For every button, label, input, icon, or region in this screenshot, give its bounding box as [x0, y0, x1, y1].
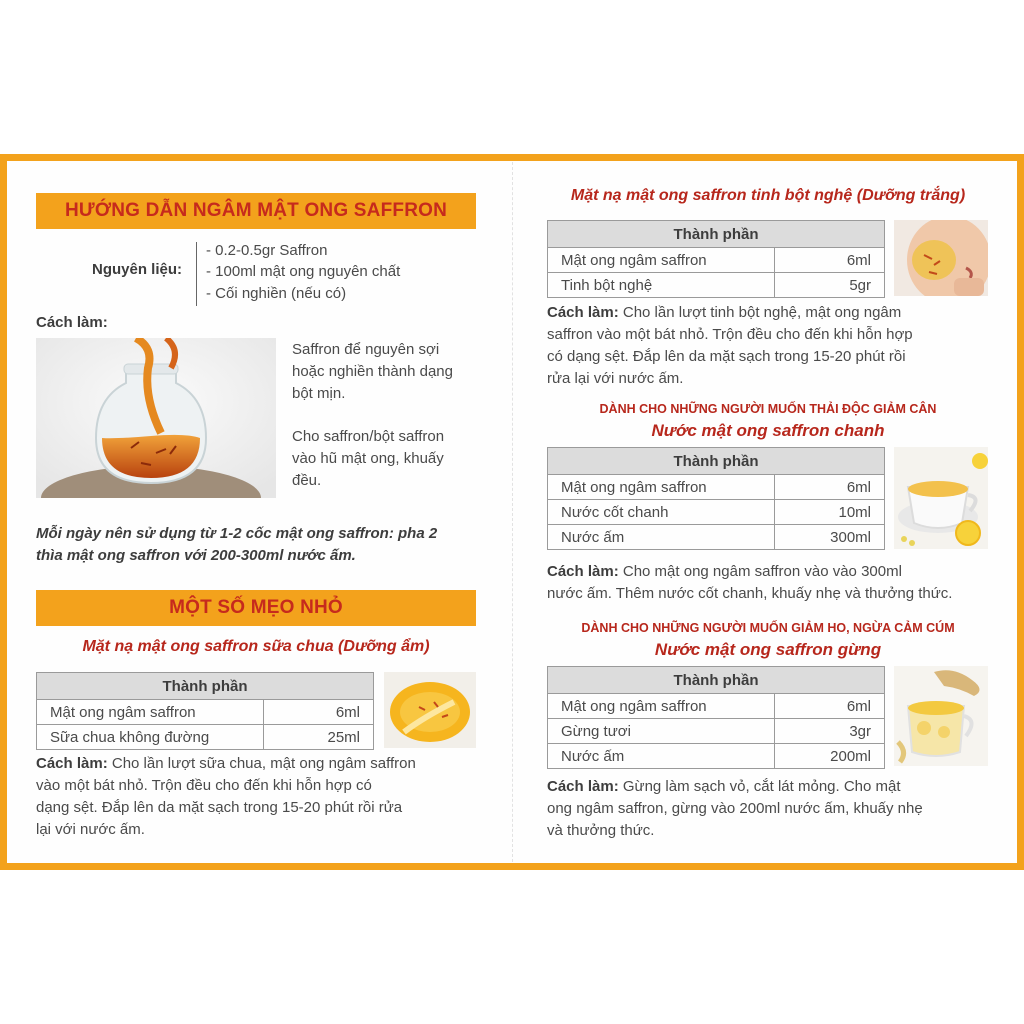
table-row	[548, 500, 885, 525]
table-header: Thành phần	[548, 448, 885, 475]
nguyen-lieu-item: - Cối nghiền (nếu có)	[206, 285, 347, 302]
method-text: Cho lần lượt tinh bột nghệ, mật ong ngâm	[618, 304, 902, 321]
recipe3-method	[547, 561, 1007, 605]
text-line: Mỗi ngày nên sử dụng từ 1-2 cốc mật ong saffron: pha 2	[36, 525, 438, 542]
daily-usage-note	[36, 523, 486, 567]
recipe4-table	[547, 666, 885, 769]
ingredient-name: Mật ong ngâm saffron	[37, 700, 264, 725]
recipe2-table	[547, 220, 885, 298]
text-line: Saffron để nguyên sợi	[292, 341, 440, 358]
steps-paragraph-2	[292, 426, 444, 492]
text-line	[547, 776, 1007, 798]
ingredient-qty: 6ml	[775, 694, 885, 719]
table-row	[548, 273, 885, 298]
recipe2-title: Mặt nạ mật ong saffron tinh bột nghệ (Dưỡng trắng)	[570, 187, 966, 204]
recipe4-title: Nước mật ong saffron gừng	[654, 640, 882, 659]
method-label: Cách làm:	[36, 755, 108, 772]
text-line: nước ấm. Thêm nước cốt chanh, khuấy nhẹ và thưởng thức.	[547, 585, 953, 602]
text-line: ong ngâm saffron, gừng vào 200ml nước ấm, khuấy nhẹ	[547, 800, 923, 817]
text-line	[547, 302, 997, 324]
text-line: vào một bát nhỏ. Trộn đều cho đến khi hỗn hợp có	[36, 777, 372, 794]
ingredient-qty: 300ml	[775, 525, 885, 550]
recipe3-title: Nước mật ong saffron chanh	[651, 421, 885, 440]
text-line: thìa mật ong saffron với 200-300ml nước ấm.	[36, 547, 356, 564]
text-line	[36, 753, 486, 775]
ingredient-qty: 5gr	[775, 273, 885, 298]
table-row	[548, 248, 885, 273]
nguyen-lieu-label: Nguyên liệu:	[92, 261, 183, 278]
lemon-tea-image	[894, 447, 988, 549]
recipe4-method	[547, 776, 1007, 842]
method-label: Cách làm:	[547, 778, 619, 795]
banner-meo-nho	[36, 590, 476, 626]
ingredient-qty: 10ml	[775, 500, 885, 525]
face-mask-image	[894, 220, 988, 296]
table-header: Thành phần	[548, 221, 885, 248]
nguyen-lieu-item: - 100ml mật ong nguyên chất	[206, 263, 401, 280]
column-divider	[512, 162, 513, 862]
table-row	[548, 525, 885, 550]
ginger-tea-image	[894, 666, 988, 766]
recipe3-table	[547, 447, 885, 550]
ingredient-name: Mật ong ngâm saffron	[548, 475, 775, 500]
ingredient-qty: 6ml	[775, 248, 885, 273]
method-text: Cho lần lượt sữa chua, mật ong ngâm saffron	[107, 755, 416, 772]
banner-huong-dan-text: HƯỚNG DẪN NGÂM MẬT ONG SAFFRON	[64, 200, 448, 221]
method-label: Cách làm:	[547, 563, 619, 580]
yogurt-image	[384, 672, 476, 748]
text-line: đều.	[292, 472, 322, 489]
recipe3-audience: DÀNH CHO NHỮNG NGƯỜI MUỐN THẢI ĐỘC GIẢM CÂN	[599, 402, 937, 416]
text-line: lại với nước ấm.	[36, 821, 145, 838]
text-line	[547, 561, 1007, 583]
table-row	[37, 700, 374, 725]
table-row	[548, 694, 885, 719]
cach-lam-label: Cách làm:	[36, 314, 108, 331]
recipe1-title: Mặt nạ mật ong saffron sữa chua (Dưỡng ẩm)	[82, 638, 430, 655]
text-line: hoặc nghiền thành dạng	[292, 363, 453, 380]
ingredient-name: Gừng tươi	[548, 719, 775, 744]
banner-meo-nho-text: MỘT SỐ MẸO NHỎ	[169, 597, 343, 618]
text-line: có dạng sệt. Đắp lên da mặt sạch trong 15-20 phút rồi	[547, 348, 906, 365]
table-header: Thành phần	[37, 673, 374, 700]
text-line: vào hũ mật ong, khuấy	[292, 450, 444, 467]
recipe2-method	[547, 302, 997, 390]
ingredient-name: Sữa chua không đường	[37, 725, 264, 750]
text-line: dạng sệt. Đắp lên da mặt sạch trong 15-20 phút rồi rửa	[36, 799, 403, 816]
method-text: Gừng làm sạch vỏ, cắt lát mỏng. Cho mật	[618, 778, 901, 795]
ingredient-name: Nước ấm	[548, 744, 775, 769]
ingredient-name: Nước cốt chanh	[548, 500, 775, 525]
ingredient-qty: 200ml	[775, 744, 885, 769]
table-header: Thành phần	[548, 667, 885, 694]
steps-paragraph-1	[292, 339, 453, 405]
ingredient-qty: 3gr	[775, 719, 885, 744]
recipe4-audience: DÀNH CHO NHỮNG NGƯỜI MUỐN GIẢM HO, NGỪA CẢM CÚM	[581, 621, 955, 635]
text-line: saffron vào một bát nhỏ. Trộn đều cho đến khi hỗn hợp	[547, 326, 913, 343]
ingredient-name: Nước ấm	[548, 525, 775, 550]
banner-huong-dan	[36, 193, 476, 229]
table-row	[548, 719, 885, 744]
ingredient-name: Tinh bột nghệ	[548, 273, 775, 298]
table-row	[37, 725, 374, 750]
table-row	[548, 475, 885, 500]
honey-jar-image	[36, 338, 276, 498]
ingredient-qty: 25ml	[264, 725, 374, 750]
method-text: Cho mật ong ngâm saffron vào vào 300ml	[618, 563, 902, 580]
recipe1-table	[36, 672, 374, 750]
ingredients-bracket	[196, 242, 197, 306]
ingredient-name: Mật ong ngâm saffron	[548, 694, 775, 719]
text-line: bột mịn.	[292, 385, 346, 402]
text-line: và thưởng thức.	[547, 822, 655, 839]
text-line: rửa lại với nước ấm.	[547, 370, 684, 387]
nguyen-lieu-item: - 0.2-0.5gr Saffron	[206, 242, 328, 259]
recipe1-method	[36, 753, 486, 841]
table-row	[548, 744, 885, 769]
ingredient-qty: 6ml	[775, 475, 885, 500]
text-line: Cho saffron/bột saffron	[292, 428, 445, 445]
ingredient-qty: 6ml	[264, 700, 374, 725]
ingredient-name: Mật ong ngâm saffron	[548, 248, 775, 273]
method-label: Cách làm:	[547, 304, 619, 321]
